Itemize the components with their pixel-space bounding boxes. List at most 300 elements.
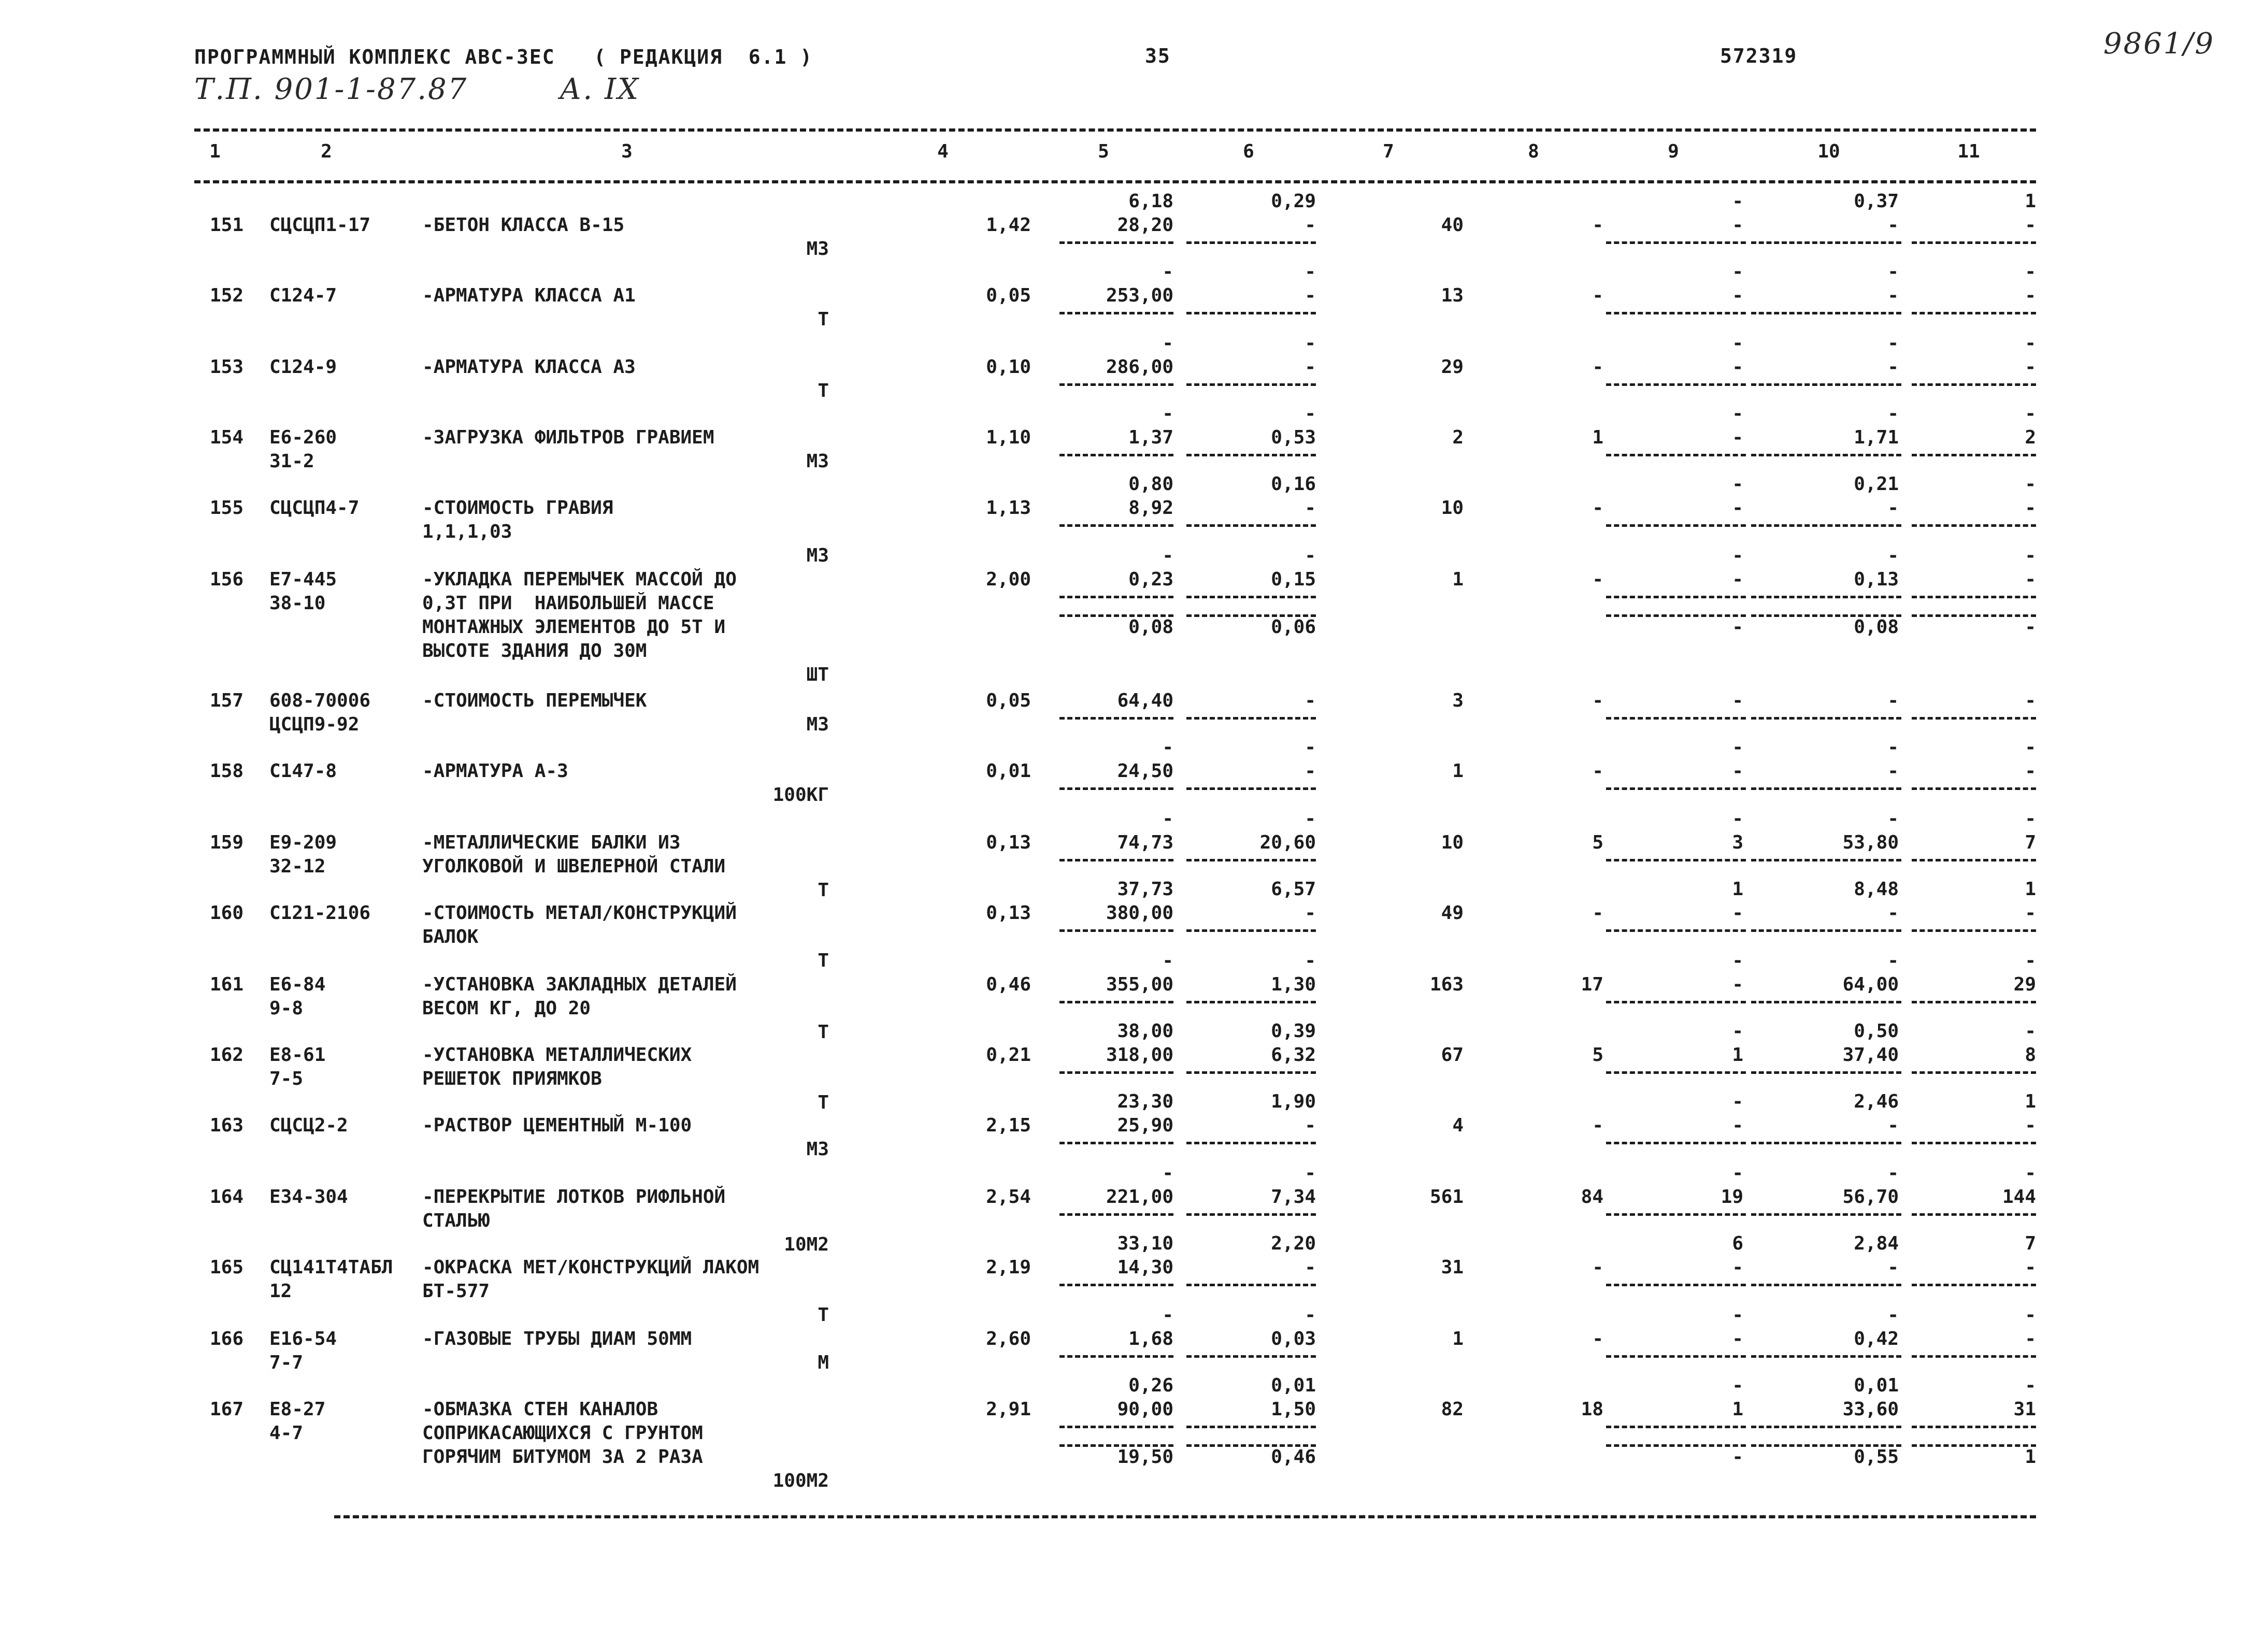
row-number: 159 [210,832,244,853]
row-description: -РАСТВОР ЦЕМЕНТНЫЙ М-100 [422,1115,692,1136]
row-c6-separator [1186,1284,1316,1286]
row-c8-value: 84 [1581,1186,1603,1208]
row-c11-separator [1912,241,2036,244]
row-c6-value: - [1305,1162,1316,1184]
row-c9-separator [1606,614,1746,617]
row-c7-value: 3 [1452,690,1464,711]
row-c8-value: - [1592,902,1603,924]
row-c9-value: - [1732,333,1743,354]
row-c9-value: - [1732,427,1743,448]
row-c9-separator [1606,1071,1746,1074]
row-quantity: 2,00 [986,569,1031,590]
row-code: Е6-84 [269,974,326,995]
row-c11-value: - [2025,1375,2036,1396]
row-c10-value: 37,40 [1842,1044,1899,1066]
row-c5-value: - [1162,403,1173,424]
row-number: 160 [210,902,244,924]
row-description: -УКЛАДКА ПЕРЕМЫЧЕК МАССОЙ ДО [422,569,737,590]
row-description: -СТОИМОСТЬ МЕТАЛ/КОНСТРУКЦИЙ [422,902,737,924]
row-quantity: 1,10 [986,427,1031,448]
row-c11-separator [1912,596,2036,598]
column-header-11: 11 [1957,141,1980,162]
row-c6-separator [1186,524,1316,527]
row-c11-separator [1912,787,2036,790]
row-c5-value: 318,00 [1106,1044,1173,1066]
row-c11-value: - [2025,902,2036,924]
row-quantity: 0,05 [986,690,1031,711]
row-c11-value: - [2025,403,2036,424]
row-description: МОНТАЖНЫХ ЭЛЕМЕНТОВ ДО 5Т И [422,616,726,638]
row-c10-value: 0,55 [1854,1446,1899,1468]
row-quantity: 0,13 [986,832,1031,853]
row-number: 154 [210,427,244,448]
row-unit: 100КГ [772,784,829,806]
row-c5-value: - [1162,1304,1173,1326]
row-c10-separator [1751,383,1901,386]
row-c5-separator [1059,1444,1173,1447]
row-c5-value: 28,20 [1117,214,1173,236]
row-c6-value: - [1305,1115,1316,1136]
row-description: -СТОИМОСТЬ ГРАВИЯ [422,497,613,519]
row-c11-value: - [2025,545,2036,566]
row-c11-value: - [2025,333,2036,354]
row-c11-value: - [2025,950,2036,971]
row-c6-value: 20,60 [1259,832,1316,853]
row-c10-value: - [1887,1162,1899,1184]
row-c11-value: 29 [2013,974,2036,995]
row-unit: Т [818,1092,829,1113]
row-c7-value: 2 [1452,427,1464,448]
row-c11-value: 1 [2025,1446,2036,1468]
row-c5-value: 0,26 [1128,1375,1173,1396]
row-c6-separator [1186,1426,1316,1428]
row-c5-value: 1,68 [1128,1328,1173,1349]
row-c11-value: 2 [2025,427,2036,448]
row-c11-separator [1912,1284,2036,1286]
row-c5-separator [1059,859,1173,861]
row-c11-value: - [2025,285,2036,306]
row-c6-value: - [1305,403,1316,424]
column-header-3: 3 [621,141,633,162]
row-c7-value: 10 [1441,497,1464,519]
row-c9-value: - [1732,974,1743,995]
row-c5-separator [1059,383,1173,386]
row-unit: Т [818,1304,829,1326]
row-number: 161 [210,974,244,995]
row-code: 4-7 [269,1423,304,1444]
row-c11-separator [1912,717,2036,720]
column-header-1: 1 [209,141,221,162]
row-c6-value: 0,53 [1271,427,1316,448]
row-unit: Т [818,309,829,330]
row-c10-value: 0,01 [1854,1375,1899,1396]
row-c10-separator [1751,787,1901,790]
row-c6-value: 0,06 [1271,616,1316,638]
row-code: Е34-304 [269,1186,348,1208]
row-quantity: 0,10 [986,356,1031,378]
row-c10-value: 0,37 [1854,191,1899,212]
row-c11-value: - [2025,808,2036,829]
row-c10-value: - [1887,760,1899,782]
row-c6-separator [1186,859,1316,861]
row-c10-separator [1751,929,1901,932]
row-c10-value: 0,21 [1854,473,1899,495]
row-quantity: 0,13 [986,902,1031,924]
row-c5-value: 90,00 [1117,1399,1173,1420]
row-c6-value: - [1305,261,1316,282]
row-c9-value: - [1732,285,1743,306]
corner-handwritten-mark: 9861/9 [2103,27,2215,61]
row-c10-value: 64,00 [1842,974,1899,995]
row-code: 7-7 [269,1352,304,1373]
row-c10-value: - [1887,737,1899,758]
row-c6-value: 1,50 [1271,1399,1316,1420]
row-c10-separator [1751,1213,1901,1216]
row-description: БТ-577 [422,1281,490,1302]
row-c10-value: - [1887,950,1899,971]
row-c5-separator [1059,1071,1173,1074]
row-c5-value: 355,00 [1106,974,1173,995]
row-c10-value: - [1887,285,1899,306]
row-c10-value: 0,08 [1854,616,1899,638]
row-c5-value: 25,90 [1117,1115,1173,1136]
row-c9-value: - [1732,473,1743,495]
row-c10-value: - [1887,1304,1899,1326]
row-c5-value: 8,92 [1128,497,1173,519]
row-c10-value: 8,48 [1854,879,1899,900]
row-c8-value: 1 [1592,427,1603,448]
row-c6-value: - [1305,356,1316,378]
row-c9-value: - [1732,690,1743,711]
row-c10-separator [1751,1071,1901,1074]
row-c5-value: 74,73 [1117,832,1173,853]
row-c5-separator [1059,524,1173,527]
column-header-6: 6 [1243,141,1254,162]
row-number: 166 [210,1328,244,1349]
row-c10-separator [1751,1426,1901,1428]
row-description: ГОРЯЧИМ БИТУМОМ ЗА 2 РАЗА [422,1446,703,1468]
row-number: 163 [210,1115,244,1136]
row-c6-separator [1186,787,1316,790]
row-c7-value: 13 [1441,285,1464,306]
row-c7-value: 49 [1441,902,1464,924]
row-c10-value: 0,13 [1854,569,1899,590]
row-c9-separator [1606,1142,1746,1144]
row-c5-value: 37,73 [1117,879,1173,900]
row-c5-value: 0,80 [1128,473,1173,495]
row-number: 162 [210,1044,244,1066]
row-unit: Т [818,950,829,971]
row-c9-value: 3 [1732,832,1743,853]
row-c10-value: 1,71 [1854,427,1899,448]
row-c9-separator [1606,524,1746,527]
row-c6-separator [1186,241,1316,244]
row-c5-value: 6,18 [1128,191,1173,212]
row-c10-value: - [1887,261,1899,282]
column-header-2: 2 [321,141,332,162]
row-code: СЦСЦ2-2 [269,1115,348,1136]
row-c10-value: 33,60 [1842,1399,1899,1420]
row-c9-separator [1606,787,1746,790]
row-c5-separator [1059,1142,1173,1144]
row-c10-separator [1751,454,1901,456]
row-code: Е16-54 [269,1328,337,1349]
row-c8-value: - [1592,1328,1603,1349]
row-c5-value: 38,00 [1117,1021,1173,1042]
row-c5-value: 33,10 [1117,1233,1173,1254]
row-c5-separator [1059,1001,1173,1003]
row-c6-value: - [1305,737,1316,758]
row-description: -АРМАТУРА КЛАССА А1 [422,285,636,306]
row-c9-value: 1 [1732,1399,1743,1420]
row-c8-value: - [1592,497,1603,519]
row-c9-separator [1606,596,1746,598]
row-c6-separator [1186,454,1316,456]
row-c5-value: 19,50 [1117,1446,1173,1468]
page-number: 35 [1145,45,1171,67]
row-c5-value: 0,23 [1128,569,1173,590]
row-c11-value: 1 [2025,191,2036,212]
row-c9-value: 1 [1732,1044,1743,1066]
row-c6-value: 2,20 [1271,1233,1316,1254]
row-c5-value: - [1162,950,1173,971]
row-c5-value: - [1162,545,1173,566]
row-c10-value: 53,80 [1842,832,1899,853]
row-c9-value: - [1732,616,1743,638]
row-c8-value: - [1592,690,1603,711]
row-c6-value: 0,15 [1271,569,1316,590]
row-c10-value: - [1887,1115,1899,1136]
row-c8-value: - [1592,569,1603,590]
row-c9-separator [1606,454,1746,456]
row-c6-separator [1186,614,1316,617]
row-unit: М3 [806,238,829,260]
row-code: Е8-27 [269,1399,326,1420]
row-description: -АРМАТУРА КЛАССА А3 [422,356,636,378]
row-c5-separator [1059,787,1173,790]
row-c5-separator [1059,312,1173,314]
row-c5-separator [1059,929,1173,932]
row-c6-value: 7,34 [1271,1186,1316,1208]
row-unit: Т [818,1022,829,1043]
row-c6-separator [1186,1142,1316,1144]
row-quantity: 2,91 [986,1399,1031,1420]
row-quantity: 1,13 [986,497,1031,519]
row-c9-value: 6 [1732,1233,1743,1254]
row-code: 32-12 [269,856,326,877]
row-c6-value: 0,39 [1271,1021,1316,1042]
row-c5-value: - [1162,737,1173,758]
row-c8-value: - [1592,356,1603,378]
row-number: 167 [210,1399,244,1420]
project-reference: Т.П. 901-1-87.87 [194,73,468,106]
row-description: -ЗАГРУЗКА ФИЛЬТРОВ ГРАВИЕМ [422,427,714,448]
row-c6-value: 0,01 [1271,1375,1316,1396]
row-description: -СТОИМОСТЬ ПЕРЕМЫЧЕК [422,690,647,711]
row-c11-value: - [2025,1257,2036,1278]
row-description: СОПРИКАСАЮЩИХСЯ С ГРУНТОМ [422,1423,703,1444]
row-c9-value: - [1732,403,1743,424]
row-c10-separator [1751,312,1901,314]
row-quantity: 1,42 [986,214,1031,236]
row-c10-separator [1751,1001,1901,1003]
row-c7-value: 10 [1441,832,1464,853]
row-number: 158 [210,760,244,782]
row-c5-value: 221,00 [1106,1186,1173,1208]
row-c5-value: 380,00 [1106,902,1173,924]
row-c8-value: - [1592,214,1603,236]
row-number: 157 [210,690,244,711]
row-c6-value: - [1305,760,1316,782]
row-c6-value: 1,30 [1271,974,1316,995]
row-c9-value: - [1732,1304,1743,1326]
row-c7-value: 1 [1452,760,1464,782]
column-header-5: 5 [1098,141,1109,162]
row-c5-separator [1059,1355,1173,1358]
row-c11-separator [1912,1444,2036,1447]
row-number: 155 [210,497,244,519]
row-c11-separator [1912,1001,2036,1003]
row-unit: Т [818,380,829,401]
row-description: -УСТАНОВКА МЕТАЛЛИЧЕСКИХ [422,1044,692,1066]
row-c9-value: - [1732,1021,1743,1042]
row-c6-value: - [1305,808,1316,829]
column-header-4: 4 [937,141,949,162]
row-code: 9-8 [269,998,304,1019]
row-c9-separator [1606,312,1746,314]
row-c9-value: - [1732,1115,1743,1136]
row-c10-value: 2,46 [1854,1091,1899,1112]
row-code: 7-5 [269,1068,304,1089]
row-c11-value: 1 [2025,879,2036,900]
row-c7-value: 82 [1441,1399,1464,1420]
row-c11-value: - [2025,569,2036,590]
row-c6-separator [1186,383,1316,386]
row-c9-value: - [1732,1162,1743,1184]
row-c11-separator [1912,614,2036,617]
row-number: 153 [210,356,244,378]
row-c6-separator [1186,1355,1316,1358]
row-c9-value: - [1732,902,1743,924]
row-description: -ОКРАСКА МЕТ/КОНСТРУКЦИЙ ЛАКОМ [422,1257,760,1278]
row-unit: М [818,1352,829,1373]
row-c11-separator [1912,1355,2036,1358]
row-c10-value: 56,70 [1842,1186,1899,1208]
row-c6-value: - [1305,214,1316,236]
row-quantity: 0,21 [986,1044,1031,1066]
row-code: С124-9 [269,356,337,378]
row-code: СЦСЦП4-7 [269,497,360,519]
row-code: 31-2 [269,451,314,472]
row-c9-value: - [1732,760,1743,782]
row-c10-value: - [1887,808,1899,829]
row-c11-separator [1912,312,2036,314]
row-c8-value: - [1592,1115,1603,1136]
row-c6-value: - [1305,545,1316,566]
column-header-9: 9 [1668,141,1679,162]
row-unit: ШТ [806,664,829,685]
row-c10-value: - [1887,214,1899,236]
row-c9-value: - [1732,191,1743,212]
album-reference: А. IX [560,73,640,106]
row-c9-separator [1606,1001,1746,1003]
row-c9-value: - [1732,356,1743,378]
row-c5-separator [1059,241,1173,244]
row-c10-separator [1751,524,1901,527]
row-c9-value: 19 [1721,1186,1743,1208]
row-c11-separator [1912,454,2036,456]
row-code: Е6-260 [269,427,337,448]
row-description: -ГАЗОВЫЕ ТРУБЫ ДИАМ 50ММ [422,1328,692,1349]
row-description: -АРМАТУРА А-3 [422,760,568,782]
row-c6-value: 0,16 [1271,473,1316,495]
row-c11-value: - [2025,497,2036,519]
row-c9-value: - [1732,214,1743,236]
row-c10-value: - [1887,902,1899,924]
row-code: 12 [269,1281,292,1302]
row-unit: 10М2 [784,1234,829,1255]
row-c9-separator [1606,1444,1746,1447]
row-code: СЦ141Т4ТАБЛ [269,1257,393,1278]
row-c9-separator [1606,383,1746,386]
row-quantity: 0,01 [986,760,1031,782]
row-c7-value: 1 [1452,569,1464,590]
row-c11-value: 31 [2013,1399,2036,1420]
row-c10-separator [1751,1444,1901,1447]
row-c6-value: 0,29 [1271,191,1316,212]
row-description: УГОЛКОВОЙ И ШВЕЛЕРНОЙ СТАЛИ [422,856,726,877]
row-c11-separator [1912,383,2036,386]
row-c9-separator [1606,1426,1746,1428]
row-c7-value: 40 [1441,214,1464,236]
row-code: С121-2106 [269,902,371,924]
row-c8-value: 18 [1581,1399,1603,1420]
row-c9-value: - [1732,497,1743,519]
row-c11-value: - [2025,261,2036,282]
row-c11-value: - [2025,473,2036,495]
row-c5-separator [1059,454,1173,456]
document-code: 572319 [1720,45,1798,67]
program-header: ПРОГРАММНЫЙ КОМПЛЕКС АВС-3ЕС ( РЕДАКЦИЯ 6.1 ) [194,46,813,68]
row-number: 152 [210,285,244,306]
row-c10-value: 2,84 [1854,1233,1899,1254]
row-c11-value: - [2025,1304,2036,1326]
table-top-rule [194,128,2036,132]
row-c9-separator [1606,717,1746,720]
row-code: С124-7 [269,285,337,306]
row-number: 164 [210,1186,244,1208]
row-description: -УСТАНОВКА ЗАКЛАДНЫХ ДЕТАЛЕЙ [422,974,737,995]
column-header-10: 10 [1817,141,1840,162]
row-c5-separator [1059,1284,1173,1286]
row-c7-value: 67 [1441,1044,1464,1066]
row-c9-value: - [1732,1446,1743,1468]
row-c11-value: - [2025,1021,2036,1042]
row-c5-value: 1,37 [1128,427,1173,448]
column-header-8: 8 [1528,141,1539,162]
row-c11-value: - [2025,1328,2036,1349]
row-c10-value: 0,42 [1854,1328,1899,1349]
row-c5-value: 23,30 [1117,1091,1173,1112]
row-unit: М3 [806,451,829,472]
row-code: Е8-61 [269,1044,326,1066]
row-c6-separator [1186,1001,1316,1003]
row-c6-value: 0,03 [1271,1328,1316,1349]
row-code: ЦСЦП9-92 [269,714,360,735]
row-description: 0,3Т ПРИ НАИБОЛЬШЕЙ МАССЕ [422,593,714,614]
row-c6-value: 0,46 [1271,1446,1316,1468]
row-c10-separator [1751,596,1901,598]
